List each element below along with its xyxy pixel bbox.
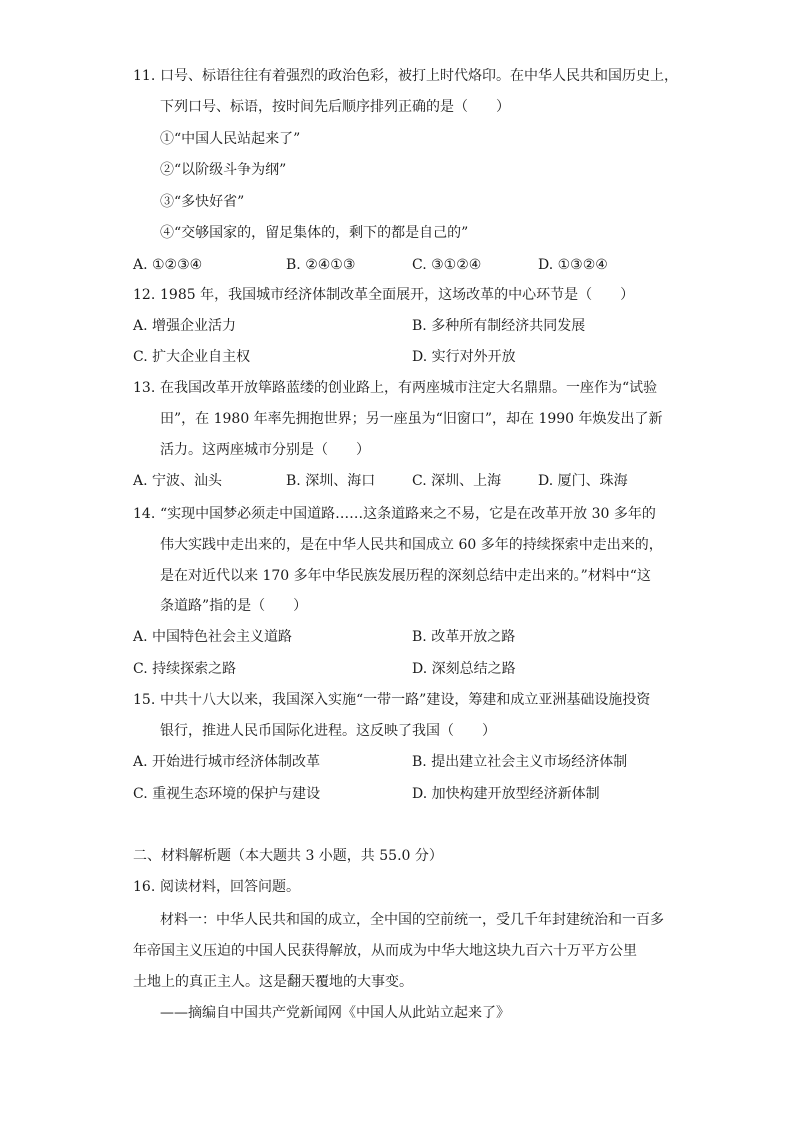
option-b: B. ②④①③ <box>286 257 356 273</box>
question-text: 1985 年，我国城市经济体制改革全面展开，这场改革的中心环节是（ ） <box>160 287 635 303</box>
option-b: B. 多种所有制经济共同发展 <box>412 318 586 334</box>
statement-item: ③“多快好省” <box>160 194 245 210</box>
question-text: 是在对近代以来 170 多年中华民族发展历程的深刻总结中走出来的。”材料中“这 <box>160 568 651 584</box>
option-a: A. 开始进行城市经济体制改革 <box>133 754 321 770</box>
statement-item: ①“中国人民站起来了” <box>160 131 301 147</box>
option-c: C. 重视生态环境的保护与建设 <box>133 786 321 802</box>
question-text: 活力。这两座城市分别是（ ） <box>160 442 370 458</box>
material-source: ——摘编自中国共产党新闻网《中国人从此站立起来了》 <box>160 1005 510 1021</box>
question-text: 在我国改革开放筚路蓝缕的创业路上，有两座城市注定大名鼎鼎。一座作为“试验 <box>160 380 658 396</box>
question-number: 11. <box>133 68 156 84</box>
option-c: C. 深圳、上海 <box>412 473 502 489</box>
question-text: 中共十八大以来，我国深入实施“一带一路”建设，筹建和成立亚洲基础设施投资 <box>160 692 651 708</box>
material-text: 年帝国主义压迫的中国人民获得解放，从而成为中华大地这块九百六十万平方公里 <box>133 943 637 959</box>
section-title: 二、材料解析题（本大题共 3 小题，共 55.0 分） <box>133 848 443 864</box>
option-d: D. 深刻总结之路 <box>412 661 516 677</box>
statement-item: ②“以阶级斗争为纲” <box>160 162 287 178</box>
question-number: 14. <box>133 506 156 522</box>
option-b: B. 改革开放之路 <box>412 629 516 645</box>
option-d: D. 实行对外开放 <box>412 349 516 365</box>
statement-item: ④“交够国家的，留足集体的，剩下的都是自己的” <box>160 225 469 241</box>
question-number: 15. <box>133 692 156 708</box>
option-b: B. 深圳、海口 <box>286 473 376 489</box>
option-a: A. 宁波、汕头 <box>133 473 223 489</box>
option-c: C. ③①②④ <box>412 257 482 273</box>
question-text: 伟大实践中走出来的，是在中华人民共和国成立 60 多年的持续探索中走出来的， <box>160 537 663 553</box>
option-d: D. 加快构建开放型经济新体制 <box>412 786 600 802</box>
question-text: 口号、标语往往有着强烈的政治色彩，被打上时代烙印。在中华人民共和国历史上， <box>160 68 678 84</box>
option-c: C. 持续探索之路 <box>133 661 237 677</box>
question-text: 田”，在 1980 年率先拥抱世界；另一座虽为“旧窗口”，却在 1990 年焕发出了新 <box>160 411 663 427</box>
option-d: D. 厦门、珠海 <box>538 473 628 489</box>
option-a: A. ①②③④ <box>133 257 203 273</box>
question-text: 银行，推进人民币国际化进程。这反映了我国（ ） <box>160 723 496 739</box>
option-a: A. 中国特色社会主义道路 <box>133 629 293 645</box>
question-text: 条道路”指的是（ ） <box>160 598 308 614</box>
question-number: 16. <box>133 879 156 895</box>
option-b: B. 提出建立社会主义市场经济体制 <box>412 754 628 770</box>
material-text: 材料一：中华人民共和国的成立，全中国的空前统一，受几千年封建统治和一百多 <box>160 912 664 928</box>
question-prompt: 阅读材料，回答问题。 <box>160 879 300 895</box>
option-c: C. 扩大企业自主权 <box>133 349 251 365</box>
option-a: A. 增强企业活力 <box>133 318 237 334</box>
option-d: D. ①③②④ <box>538 257 608 273</box>
question-text: 下列口号、标语，按时间先后顺序排列正确的是（ ） <box>160 99 510 115</box>
question-number: 13. <box>133 380 156 396</box>
question-text: “实现中国梦必须走中国道路……这条道路来之不易，它是在改革开放 30 多年的 <box>160 506 656 522</box>
question-number: 12. <box>133 287 156 303</box>
material-text: 土地上的真正主人。这是翻天覆地的大事变。 <box>133 974 413 990</box>
